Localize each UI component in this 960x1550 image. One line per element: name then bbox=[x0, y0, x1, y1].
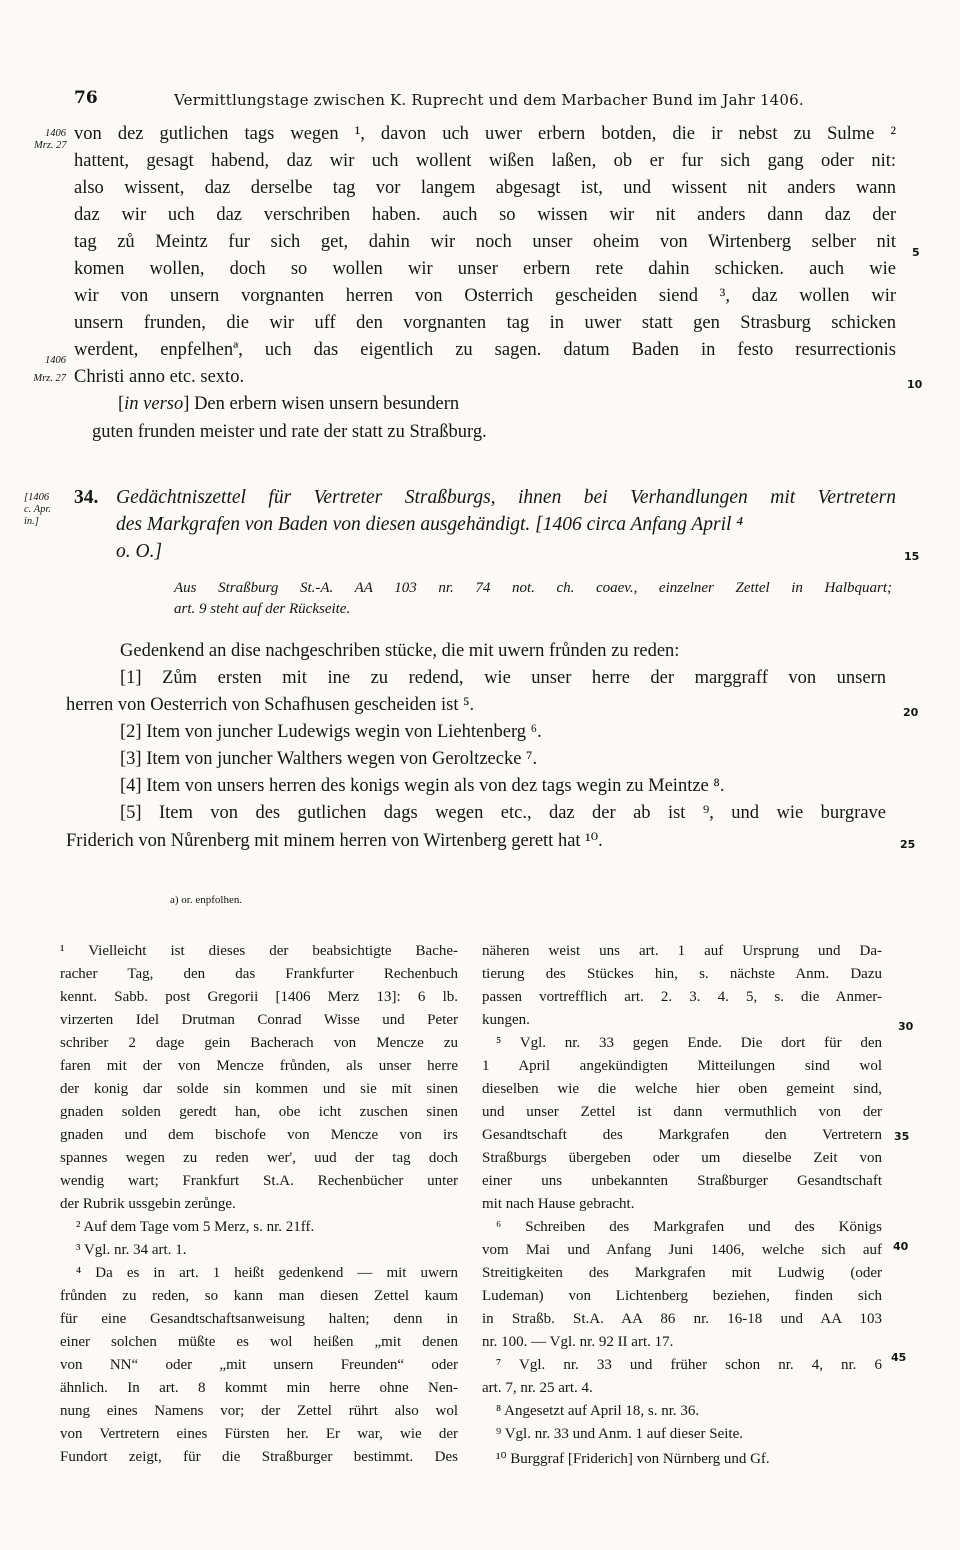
text-line: herren von Oesterrich von Schafhusen gescheiden ist ⁵. bbox=[66, 695, 475, 715]
line-number: 45 bbox=[891, 1351, 907, 1364]
footnote-line: und unser Zettel ist dann vermuthlich von der bbox=[482, 1104, 882, 1120]
line-number: 25 bbox=[900, 838, 916, 851]
footnote-line: faren mit der von Mencze frůnden, als unser herre bbox=[60, 1058, 458, 1074]
line-number: 20 bbox=[903, 706, 919, 719]
text-line: Christi anno etc. sexto. bbox=[74, 367, 245, 387]
text-line: unsern frunden, die wir uff den vorgnanten tag in uwer statt gen Strasburg schicken bbox=[74, 313, 896, 333]
text-line: werdent, enpfelhenª, uch das eigentlich zu sagen. datum Baden in festo resurrectionis bbox=[74, 340, 896, 360]
footnote-line: kungen. bbox=[482, 1012, 530, 1028]
line-number: 5 bbox=[912, 246, 920, 259]
footnote-line: mit nach Hause gebracht. bbox=[482, 1196, 635, 1212]
line-number: 40 bbox=[893, 1240, 909, 1253]
footnote-line: Fundort zeigt, für die Straßburger bestimmt. Des bbox=[60, 1449, 458, 1465]
variant-note: a) or. enpfolhen. bbox=[170, 894, 243, 906]
margin-date-year: 1406 bbox=[45, 355, 66, 366]
footnote-line: ¹ Vielleicht ist dieses der beabsichtigte Bache- bbox=[60, 943, 458, 959]
verso-line: [in verso] Den erbern wisen unsern besundern bbox=[118, 394, 460, 414]
footnote-line: ¹⁰ Burggraf [Friderich] von Nürnberg und Gf. bbox=[496, 1451, 770, 1467]
text-line: Gedenkend an dise nachgeschriben stücke, die mit uwern frůnden zu reden: bbox=[120, 641, 680, 661]
footnote-line: gnaden und dem bischofe von Mencze von irs bbox=[60, 1127, 458, 1143]
source-note-line: art. 9 steht auf der Rückseite. bbox=[174, 601, 351, 617]
text-line: [5] Item von des gutlichen dags wegen etc., daz der ab ist ⁹, und wie burgrave bbox=[120, 803, 886, 823]
footnote-line: ⁵ Vgl. nr. 33 gegen Ende. Die dort für den bbox=[496, 1035, 882, 1051]
footnote-line: von NN“ oder „mit unsern Freunden“ oder bbox=[60, 1357, 458, 1373]
text-line: wir von unsern vorgnanten herren von Osterrich gescheiden siend ³, daz wollen wir bbox=[74, 286, 896, 306]
text-line: von dez gutlichen tags wegen ¹, davon uch uwer erbern botden, die ir nebst zu Sulme ² bbox=[74, 124, 896, 144]
footnote-line: frůnden zu reden, so kann man diesen Zettel kaum bbox=[60, 1288, 458, 1304]
footnote-line: gnaden solden geredt han, obe icht zuschen sinen bbox=[60, 1104, 458, 1120]
footnote-line: spannes wegen zu reden wer', uud der tag doch bbox=[60, 1150, 458, 1166]
footnote-line: von Vertretern eines Fürsten her. Er war, wie der bbox=[60, 1426, 458, 1442]
margin-date-mid bbox=[28, 355, 66, 385]
margin-date-year: [1406 bbox=[24, 492, 50, 503]
footnote-line: Ludeman) von Lichtenberg beziehen, finden sich bbox=[482, 1288, 882, 1304]
text-line: [3] Item von juncher Walthers wegen von Geroltzecke ⁷. bbox=[120, 749, 538, 769]
margin-date-month: c. Apr. bbox=[24, 504, 51, 515]
footnote-line: Streitigkeiten des Markgrafen mit Ludwig (oder bbox=[482, 1265, 882, 1281]
footnote-line: kennt. Sabb. post Gregorii [1406 Merz 13]: 6 lb. bbox=[60, 989, 458, 1005]
footnote-line: racher Tag, den das Frankfurter Rechenbuch bbox=[60, 966, 458, 982]
footnote-line: einer uns unbekannten Straßburger Gesandtschaft bbox=[482, 1173, 882, 1189]
footnote-line: einer solchen müßte es wol heißen „mit denen bbox=[60, 1334, 458, 1350]
document-heading-line: o. O.] bbox=[116, 541, 163, 562]
footnote-line: ⁸ Angesetzt auf April 18, s. nr. 36. bbox=[496, 1403, 700, 1419]
footnote-line: für eine Gesandtschaftsanweisung halten; denn in bbox=[60, 1311, 458, 1327]
line-number: 15 bbox=[904, 550, 920, 563]
footnote-line: schriber 2 dage gein Bacherach von Mencze zu bbox=[60, 1035, 458, 1051]
footnote-line: 1 April angekündigten Mitteilungen sind wol bbox=[482, 1058, 882, 1074]
footnote-line: nung eines Namens vor; der Zettel rührt also wol bbox=[60, 1403, 458, 1419]
footnote-line: Straßburgs übergeben oder um dieselbe Zeit von bbox=[482, 1150, 882, 1166]
margin-date-top bbox=[34, 128, 66, 152]
text-line: tag zů Meintz fur sich get, dahin wir noch unser oheim von Wirtenberg selber nit bbox=[74, 232, 896, 252]
footnote-line: wendig wart; Frankfurt St.A. Rechenbücher unter bbox=[60, 1173, 458, 1189]
text-line: [2] Item von juncher Ludewigs wegin von Liehtenberg ⁶. bbox=[120, 722, 542, 742]
text-line: also wissent, daz derselbe tag vor langem abgesagt ist, und wissent nit anders wann bbox=[74, 178, 896, 198]
verso-label: in verso bbox=[124, 394, 184, 414]
document-heading-line: Gedächtniszettel für Vertreter Straßburgs, ihnen bei Verhandlungen mit Vertretern bbox=[116, 487, 896, 508]
footnote-line: ⁹ Vgl. nr. 33 und Anm. 1 auf dieser Seite. bbox=[496, 1426, 744, 1442]
text-line: komen wollen, doch so wollen wir unser erbern rete dahin schicken. auch wie bbox=[74, 259, 896, 279]
line-number: 30 bbox=[898, 1020, 914, 1033]
margin-date-doc34 bbox=[24, 492, 68, 528]
footnote-line: ähnlich. In art. 8 kommt min herre ohne Nen- bbox=[60, 1380, 458, 1396]
footnote-line: virzerten Idel Drutman Conrad Wisse und Peter bbox=[60, 1012, 458, 1028]
source-note-line: Aus Straßburg St.-A. AA 103 nr. 74 not. ch. coaev., einzelner Zettel in Halbquart; bbox=[174, 580, 892, 596]
footnote-line: passen vortrefflich art. 2. 3. 4. 5, s. die Anmer- bbox=[482, 989, 882, 1005]
footnote-line: ⁶ Schreiben des Markgrafen und des Königs bbox=[496, 1219, 882, 1235]
footnote-line: in Straßb. St.A. AA 86 nr. 16-18 und AA 103 bbox=[482, 1311, 882, 1327]
margin-date-year: 1406 bbox=[45, 128, 66, 139]
verso-line: guten frunden meister und rate der statt zu Straßburg. bbox=[92, 422, 487, 442]
footnote-line: ⁴ Da es in art. 1 heißt gedenkend — mit uwern bbox=[76, 1265, 458, 1281]
text-line: hattent, gesagt habend, daz wir uch wollent wißen laßen, ob er fur sich gang oder nit: bbox=[74, 151, 896, 171]
footnote-line: ² Auf dem Tage vom 5 Merz, s. nr. 21ff. bbox=[76, 1219, 315, 1235]
margin-date-note: in.] bbox=[24, 516, 39, 527]
footnote-line: ⁷ Vgl. nr. 33 und früher schon nr. 4, nr. 6 bbox=[496, 1357, 882, 1373]
line-number: 10 bbox=[907, 378, 923, 391]
running-title: Vermittlungstage zwischen K. Ruprecht und dem Marbacher Bund im Jahr 1406. bbox=[174, 91, 804, 109]
footnote-line: der konig dar solde sin kommen und sie mit sinen bbox=[60, 1081, 458, 1097]
text-line: daz wir uch daz verschriben haben. auch so wissen wir nit anders dann daz der bbox=[74, 205, 896, 225]
text-line: [1] Zům ersten mit ine zu redend, wie unser herre der marggraff von unsern bbox=[120, 668, 886, 688]
footnote-line: dieselben wie die welche hier oben gemeint sind, bbox=[482, 1081, 882, 1097]
footnote-line: ³ Vgl. nr. 34 art. 1. bbox=[76, 1242, 187, 1258]
footnote-line: der Rubrik ussgebin zerůnge. bbox=[60, 1196, 236, 1212]
footnote-line: tierung des Stückes hin, s. nächste Anm. Dazu bbox=[482, 966, 882, 982]
margin-date-day: Mrz. 27 bbox=[33, 373, 66, 384]
margin-date-day: Mrz. 27 bbox=[34, 140, 67, 151]
footnote-line: Gesandtschaft des Markgrafen den Vertretern bbox=[482, 1127, 882, 1143]
footnote-line: vom Mai und Anfang Juni 1406, welche sich auf bbox=[482, 1242, 882, 1258]
verso-text: Den erbern wisen unsern besundern bbox=[194, 394, 460, 414]
text-line: [4] Item von unsers herren des konigs wegin als von dez tags wegin zu Meintze ⁸. bbox=[120, 776, 725, 796]
line-number: 35 bbox=[894, 1130, 910, 1143]
document-heading-line: des Markgrafen von Baden von diesen ausgehändigt. [1406 circa Anfang April ⁴ bbox=[116, 514, 744, 535]
footnote-line: art. 7, nr. 25 art. 4. bbox=[482, 1380, 593, 1396]
footnote-line: näheren weist uns art. 1 auf Ursprung und Da- bbox=[482, 943, 882, 959]
text-line: Friderich von Nůrenberg mit minem herren von Wirtenberg gerett hat ¹⁰. bbox=[66, 831, 603, 851]
page-number: 76 bbox=[74, 88, 98, 108]
document-number: 34. bbox=[74, 487, 99, 508]
footnote-line: nr. 100. — Vgl. nr. 92 II art. 17. bbox=[482, 1334, 674, 1350]
